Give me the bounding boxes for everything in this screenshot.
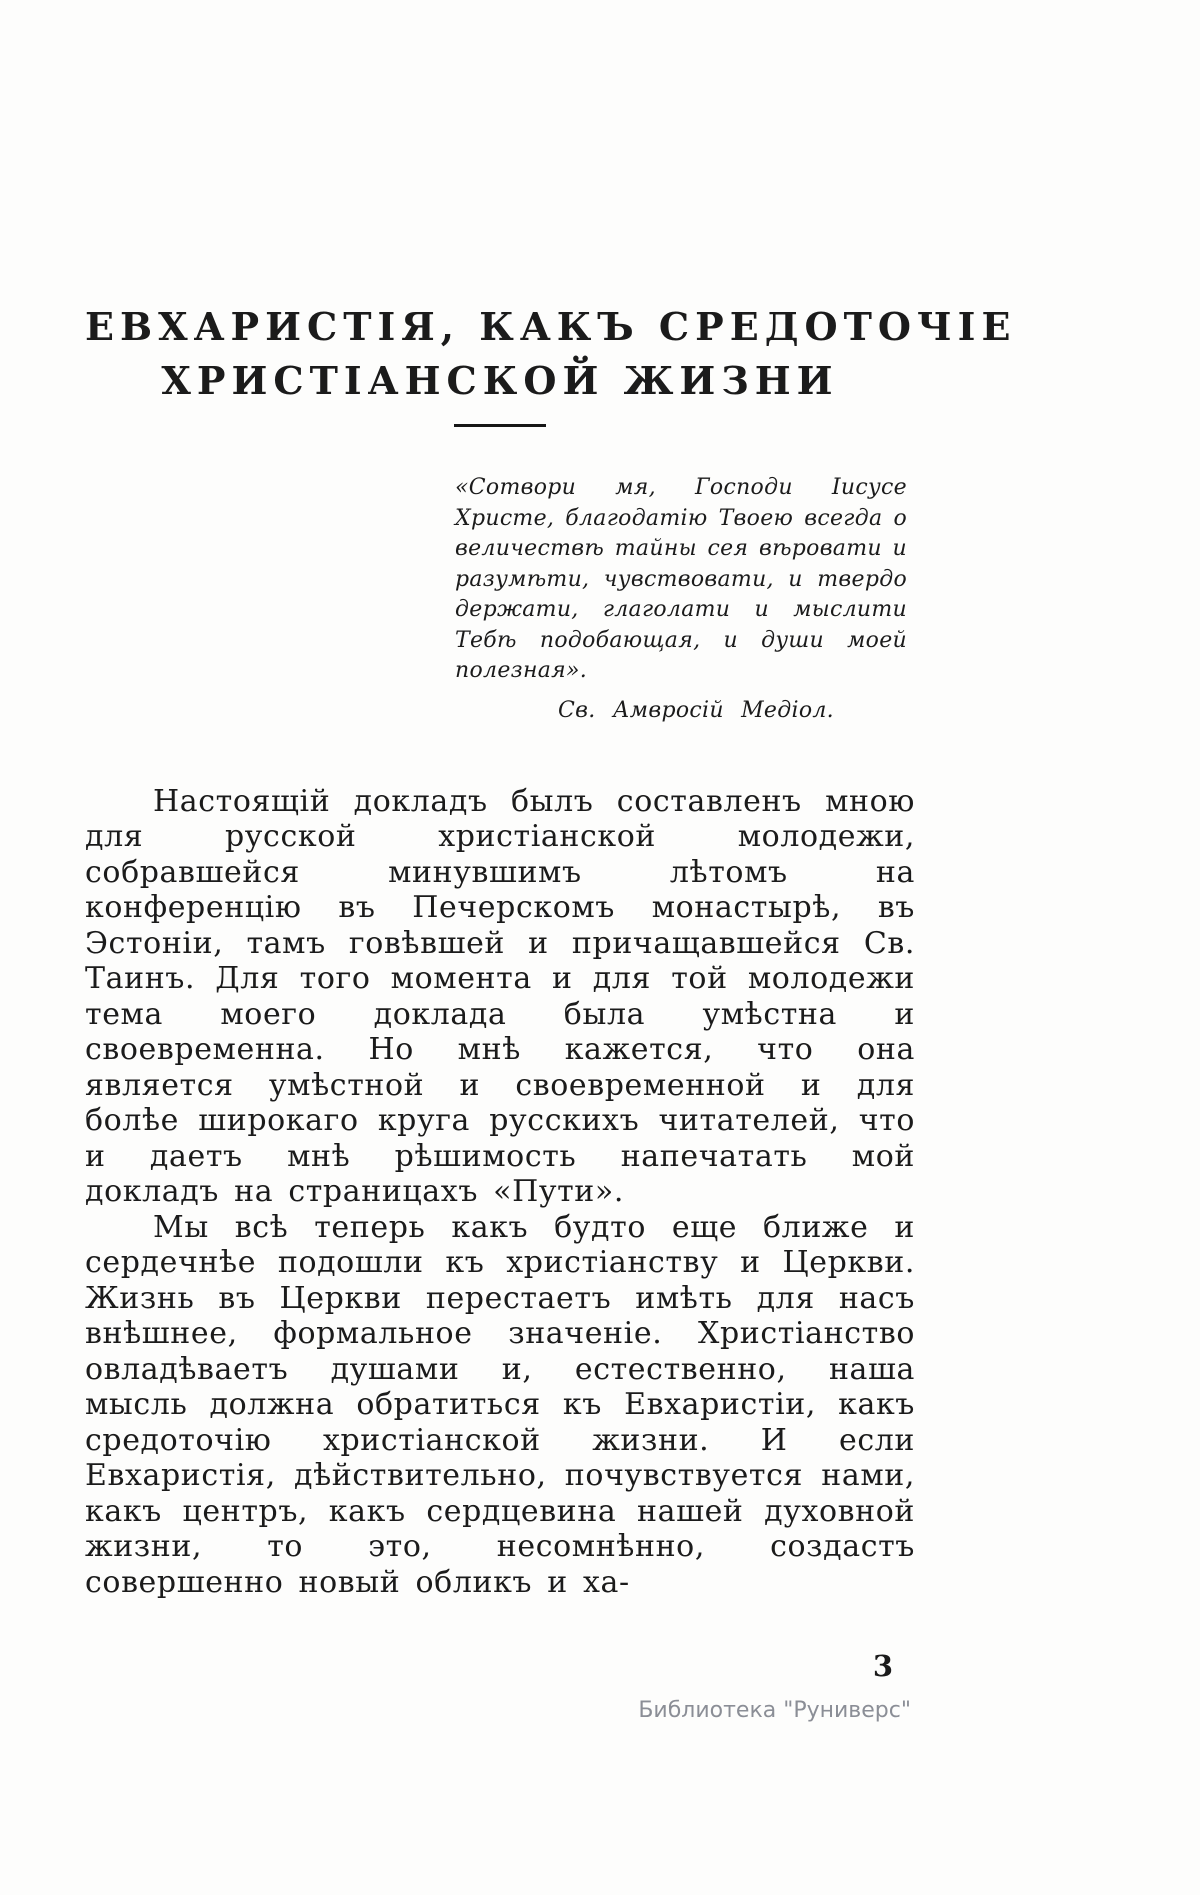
paragraph: Мы всѣ теперь какъ будто еще ближе и сердечнѣе подошли къ христіанству и Церкви. Жизнь въ Церкви перестаетъ имѣть для насъ внѣшнее, формальное значеніе. Христіанство овладѣваетъ душами и, естественно, наша мысль должна обратиться къ Евхаристіи, какъ средоточію христіанской жизни. И если Евхаристія, дѣйствительно, почувствуется нами, какъ центръ, какъ сердцевина нашей духовной жизни, то это, несомнѣнно, создастъ совершенно новый обликъ и ха- xyxy=(85,1209,915,1600)
body-text xyxy=(85,784,915,1601)
title-line-2: ХРИСТІАНСКОЙ ЖИЗНИ xyxy=(161,358,839,403)
title-line-1: ЕВХАРИСТІЯ, КАКЪ СРЕДОТОЧІЕ xyxy=(85,304,1017,349)
paragraph: Настоящій докладъ былъ составленъ мною для русской христіанской молодежи, собравшейся минувшимъ лѣтомъ на конференцію въ Печерскомъ монастырѣ, въ Эстоніи, тамъ говѣвшей и причащавшейся Св. Таинъ. Для того момента и для той молодежи тема моего доклада была умѣстна и своевременна. Но мнѣ кажется, что она является умѣстной и своевременной и для болѣе широкаго круга русскихъ читателей, что и даетъ мнѣ рѣшимость напечатать мой докладъ на страницахъ «Пути». xyxy=(85,783,915,1209)
watermark: Библиотека "Руниверс" xyxy=(638,1698,911,1723)
epigraph-text: «Сотвори мя, Господи Іисусе Христе, благодатію Твоею всегда о величествѣ тайны сея вѣровати и разумѣти, чувствовати, и твердо держати, глаголати и мыслити Тебѣ подобающая, и души моей полезная». xyxy=(455,475,907,683)
epigraph-attribution: Св. Амвросій Медіол. xyxy=(558,697,834,723)
epigraph xyxy=(455,473,907,726)
page-content xyxy=(85,0,1017,1724)
page-number: 3 xyxy=(872,1649,893,1683)
title-rule xyxy=(454,424,546,427)
page-title xyxy=(85,300,1017,427)
